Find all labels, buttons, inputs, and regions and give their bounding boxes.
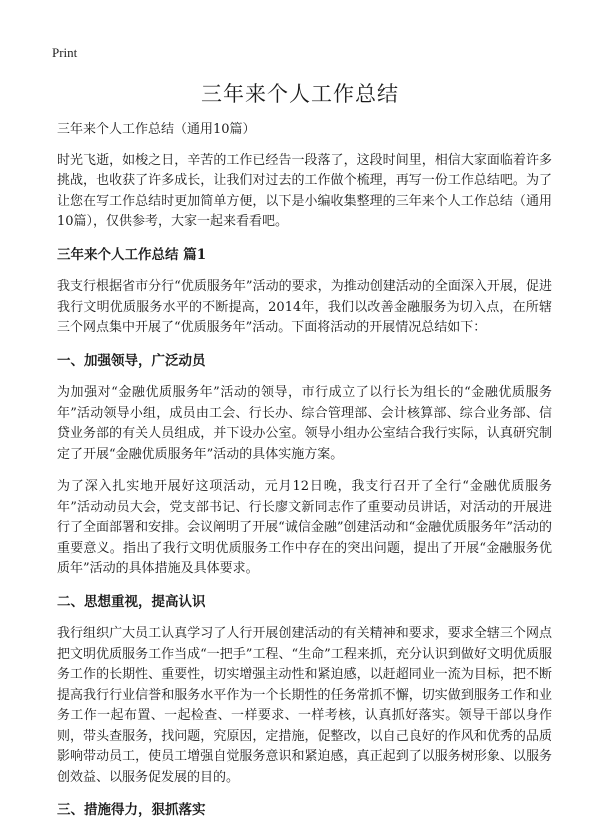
document-subtitle: 三年来个人工作总结（通用10篇） <box>57 122 256 137</box>
section-heading-2: 二、思想重视，提高认识 <box>57 593 206 610</box>
section-heading-3: 三、措施得力，狠抓落实 <box>57 802 206 818</box>
document-body <box>57 120 552 833</box>
part-intro-paragraph: 我支行根据省市分行“优质服务年”活动的要求，为推动创建活动的全面深入开展，促进我行文明优质服务水平的不断提高，2014年，我们以改善金融服务为切入点，在所辖三个网点集中开展了“优质服务年”活动。下面将活动的开展情况总结如下： <box>57 279 552 335</box>
intro-paragraph: 时光飞逝，如梭之日，辛苦的工作已经告一段落了，这段时间里，相信大家面临着许多挑战，也收获了许多成长，让我们对过去的工作做个梳理，再写一份工作总结吧。为了让您在写工作总结时更加简单方便，以下是小编收集整理的三年来个人工作总结（通用10篇），仅供参考，大家一起来看看吧。 <box>57 152 552 229</box>
section-heading-1: 一、加强领导，广泛动员 <box>57 352 206 369</box>
section-1-paragraph-1: 为加强对“金融优质服务年”活动的领导，市行成立了以行长为组长的“金融优质服务年”活动领导小组，成员由工会、行长办、综合管理部、会计核算部、综合业务部、信贷业务部的有关人员组成，并下设办公室。领导小组办公室结合我行实际，认真研究制定了开展“金融优质服务年”活动的具体实施方案。 <box>57 385 552 462</box>
print-link[interactable]: Print <box>52 45 78 60</box>
page-title: 三年来个人工作总结 <box>201 82 399 106</box>
section-1-paragraph-2: 为了深入扎实地开展好这项活动，元月12日晚，我支行召开了全行“金融优质服务年”活动动员大会，党支部书记、行长廖文新同志作了重要动员讲话，对活动的开展进行了全面部署和安排。会议阐明了开展“诚信金融”创建活动和“金融优质服务年”活动的重要意义。指出了我行文明优质服务工作中存在的突出问题，提出了开展“金融服务优质年”活动的具体措施及具体要求。 <box>57 479 552 576</box>
section-2-paragraph-1: 我行组织广大员工认真学习了人行开展创建活动的有关精神和要求，要求全辖三个网点把文明优质服务工作当成“一把手”工程、“生命”工程来抓，充分认识到做好文明优质服务工作的长期性、重要性，切实增强主动性和紧迫感，以赶超同业一流为目标，把不断提高我行行业信誉和服务水平作为一个长期性的任务常抓不懈，切实做到服务工作和业务工作一起布置、一起检查、一样要求、一样考核，认真抓好落实。领导干部以身作则，带头查服务，找问题，究原因，定措施，促整改，以自己良好的作风和优秀的品质影响带动员工，使员工增强自觉服务意识和紧迫感，真正起到了以服务树形象、以服务创效益、以服务促发展的目的。 <box>57 626 552 785</box>
part-heading: 三年来个人工作总结 篇1 <box>57 246 207 263</box>
